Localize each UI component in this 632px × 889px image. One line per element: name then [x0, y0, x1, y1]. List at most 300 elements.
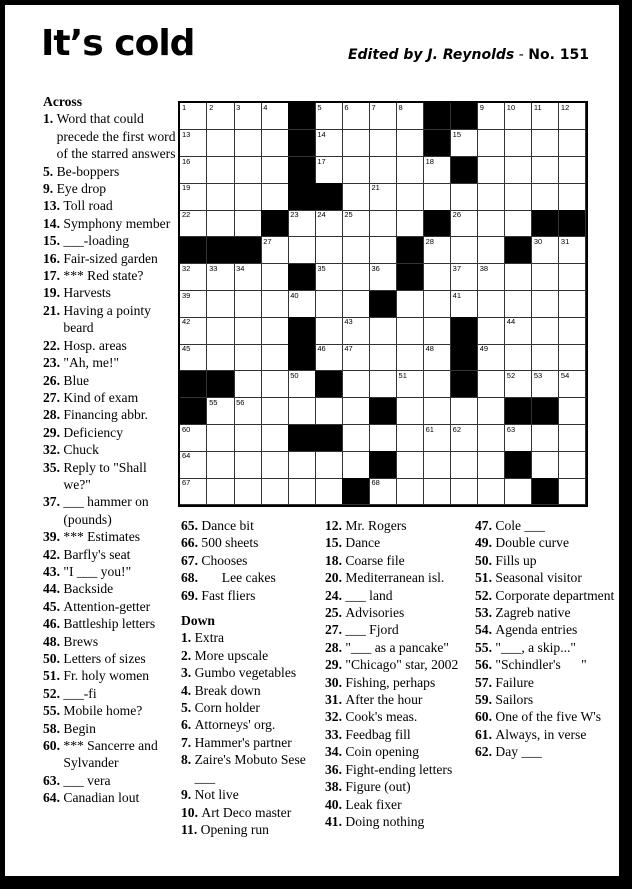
- grid-cell[interactable]: [505, 425, 532, 452]
- grid-cell[interactable]: [315, 344, 342, 371]
- grid-cell[interactable]: [478, 264, 505, 291]
- grid-cell[interactable]: [532, 183, 559, 210]
- grid-cell[interactable]: [261, 371, 288, 398]
- down-clue: [181, 647, 323, 664]
- clue-number: 60.: [43, 738, 64, 754]
- grid-cell[interactable]: [261, 237, 288, 264]
- clue-number: 18.: [325, 552, 346, 568]
- grid-cell-black: [532, 478, 559, 505]
- grid-cell[interactable]: [559, 130, 586, 157]
- grid-cell[interactable]: [234, 317, 261, 344]
- grid-cell[interactable]: [397, 210, 424, 237]
- grid-cell-black: [532, 398, 559, 425]
- grid-cell[interactable]: [234, 130, 261, 157]
- crossword-grid: [178, 101, 588, 507]
- grid-cell[interactable]: [532, 237, 559, 264]
- grid-cell[interactable]: [315, 451, 342, 478]
- grid-cell[interactable]: [234, 371, 261, 398]
- clue-text: "___ as a pancake": [345, 639, 449, 655]
- cell-number: 10: [506, 103, 516, 112]
- grid-cell-black: [451, 344, 478, 371]
- down-clues-column-4: [475, 517, 615, 761]
- grid-cell[interactable]: [261, 183, 288, 210]
- across-clue: [43, 772, 177, 789]
- grid-cell[interactable]: [559, 157, 586, 184]
- grid-cell[interactable]: [559, 264, 586, 291]
- clue-number: 64.: [43, 790, 64, 806]
- grid-cell[interactable]: [234, 398, 261, 425]
- down-clue: [475, 587, 615, 604]
- clues-column-2: [181, 517, 323, 838]
- grid-cell[interactable]: [505, 157, 532, 184]
- grid-cell-black: [505, 451, 532, 478]
- clue-number: 51.: [475, 570, 496, 586]
- clue-text: Gumbo vegetables: [194, 665, 297, 681]
- grid-cell[interactable]: [451, 210, 478, 237]
- grid-cell[interactable]: [261, 478, 288, 505]
- grid-cell[interactable]: [451, 398, 478, 425]
- grid-cell[interactable]: [342, 344, 369, 371]
- clue-text: Blue: [63, 372, 90, 388]
- cell-number: 34: [236, 263, 245, 273]
- grid-cell[interactable]: [207, 344, 234, 371]
- clue-text: Cole ___: [495, 518, 545, 533]
- grid-cell[interactable]: [478, 183, 505, 210]
- grid-cell[interactable]: [478, 291, 505, 318]
- grid-cell[interactable]: [505, 103, 532, 130]
- cell-number: 28: [425, 237, 434, 246]
- grid-cell[interactable]: [315, 478, 342, 505]
- grid-cell[interactable]: [397, 130, 424, 157]
- grid-cell[interactable]: [397, 317, 424, 344]
- grid-cell-black: [288, 264, 315, 291]
- grid-cell[interactable]: [478, 103, 505, 130]
- grid-cell[interactable]: [424, 451, 451, 478]
- grid-cell[interactable]: [532, 425, 559, 452]
- grid-cell[interactable]: [207, 210, 234, 237]
- grid-cell[interactable]: [207, 478, 234, 505]
- across-clue: [43, 389, 177, 406]
- across-clue: [181, 517, 323, 534]
- grid-cell[interactable]: [315, 210, 342, 237]
- grid-cell-black: [451, 371, 478, 398]
- grid-cell-black: [207, 371, 234, 398]
- grid-cell[interactable]: [478, 210, 505, 237]
- grid-cell[interactable]: [288, 371, 315, 398]
- grid-cell-black: [180, 237, 207, 264]
- grid-cell-black: [234, 237, 261, 264]
- grid-cell[interactable]: [207, 157, 234, 184]
- grid-cell[interactable]: [532, 317, 559, 344]
- down-clue: [475, 674, 615, 691]
- down-clue: [325, 796, 475, 813]
- grid-cell[interactable]: [478, 371, 505, 398]
- clue-text: Chuck: [63, 442, 99, 458]
- grid-cell[interactable]: [397, 398, 424, 425]
- down-clue: [325, 726, 475, 743]
- clue-text: Leak fixer: [345, 796, 402, 812]
- grid-cell[interactable]: [342, 157, 369, 184]
- grid-cell[interactable]: [369, 344, 396, 371]
- grid-cell[interactable]: [207, 264, 234, 291]
- grid-cell[interactable]: [369, 103, 396, 130]
- cell-number: 16: [182, 156, 191, 166]
- grid-cell-black: [288, 344, 315, 371]
- grid-cell[interactable]: [315, 157, 342, 184]
- grid-cell[interactable]: [234, 103, 261, 130]
- grid-cell[interactable]: [342, 210, 369, 237]
- grid-cell[interactable]: [397, 478, 424, 505]
- grid-cell[interactable]: [207, 130, 234, 157]
- clue-text: Mediterranean isl.: [345, 570, 445, 586]
- grid-cell[interactable]: [261, 398, 288, 425]
- down-clue: [475, 708, 615, 725]
- grid-cell[interactable]: [180, 183, 207, 210]
- clue-text: ___-loading: [63, 233, 130, 249]
- grid-cell[interactable]: [288, 398, 315, 425]
- grid-cell[interactable]: [532, 157, 559, 184]
- grid-cell[interactable]: [261, 291, 288, 318]
- grid-cell[interactable]: [478, 478, 505, 505]
- grid-cell[interactable]: [478, 344, 505, 371]
- grid-cell[interactable]: [342, 264, 369, 291]
- across-clue: [43, 302, 177, 337]
- clue-number: 25.: [325, 605, 346, 621]
- grid-cell[interactable]: [451, 237, 478, 264]
- grid-cell[interactable]: [451, 291, 478, 318]
- grid-cell[interactable]: [397, 291, 424, 318]
- grid-cell[interactable]: [207, 451, 234, 478]
- grid-cell[interactable]: [342, 130, 369, 157]
- byline: [348, 47, 589, 63]
- across-clue: [43, 197, 177, 214]
- clue-number: 28.: [325, 639, 346, 655]
- grid-cell[interactable]: [424, 291, 451, 318]
- grid-cell[interactable]: [342, 183, 369, 210]
- grid-cell[interactable]: [505, 183, 532, 210]
- grid-cell[interactable]: [451, 451, 478, 478]
- clue-text: Financing abbr.: [63, 407, 148, 423]
- grid-cell[interactable]: [180, 264, 207, 291]
- cell-number: 52: [506, 371, 516, 380]
- grid-cell[interactable]: [288, 210, 315, 237]
- grid-cell[interactable]: [424, 478, 451, 505]
- grid-cell[interactable]: [478, 451, 505, 478]
- grid-cell[interactable]: [559, 103, 586, 130]
- grid-cell[interactable]: [342, 398, 369, 425]
- grid-cell[interactable]: [369, 264, 396, 291]
- grid-cell[interactable]: [451, 130, 478, 157]
- grid-cell[interactable]: [532, 291, 559, 318]
- grid-cell[interactable]: [342, 317, 369, 344]
- grid-cell[interactable]: [234, 183, 261, 210]
- across-clue: [43, 563, 177, 580]
- grid-cell[interactable]: [234, 210, 261, 237]
- grid-cell[interactable]: [234, 344, 261, 371]
- grid-cell[interactable]: [559, 344, 586, 371]
- grid-cell[interactable]: [342, 371, 369, 398]
- grid-cell[interactable]: [369, 317, 396, 344]
- grid-cell[interactable]: [207, 183, 234, 210]
- grid-cell[interactable]: [369, 371, 396, 398]
- grid-cell[interactable]: [342, 291, 369, 318]
- grid-cell[interactable]: [532, 130, 559, 157]
- across-clue: [181, 587, 323, 604]
- down-clue: [325, 778, 475, 795]
- grid-cell[interactable]: [478, 317, 505, 344]
- clue-text: Coarse file: [345, 552, 405, 568]
- grid-cell[interactable]: [261, 103, 288, 130]
- across-clue: [43, 337, 177, 354]
- grid-cell[interactable]: [424, 317, 451, 344]
- clue-text: Attention-getter: [63, 598, 151, 614]
- grid-cell[interactable]: [261, 344, 288, 371]
- grid-cell[interactable]: [234, 425, 261, 452]
- cell-number: 22: [182, 210, 191, 220]
- grid-cell[interactable]: [261, 317, 288, 344]
- down-clue: [475, 743, 615, 760]
- across-clue: [43, 163, 177, 180]
- grid-cell[interactable]: [234, 264, 261, 291]
- grid-cell-black: [424, 210, 451, 237]
- grid-cell[interactable]: [397, 371, 424, 398]
- grid-cell[interactable]: [559, 425, 586, 452]
- grid-cell[interactable]: [207, 103, 234, 130]
- grid-cell[interactable]: [261, 157, 288, 184]
- cell-number: 8: [398, 103, 403, 112]
- down-clue: [181, 699, 323, 716]
- grid-cell[interactable]: [424, 371, 451, 398]
- grid-cell[interactable]: [261, 425, 288, 452]
- cell-number: 55: [209, 397, 218, 407]
- grid-cell[interactable]: [315, 103, 342, 130]
- clue-number: 38.: [325, 779, 346, 795]
- grid-cell[interactable]: [234, 451, 261, 478]
- across-clue: [43, 598, 177, 615]
- cell-number: 68: [371, 478, 380, 488]
- grid-cell[interactable]: [342, 103, 369, 130]
- grid-cell[interactable]: [532, 344, 559, 371]
- grid-cell[interactable]: [234, 157, 261, 184]
- cell-number: 60: [182, 424, 191, 434]
- grid-cell[interactable]: [288, 451, 315, 478]
- cell-number: 1: [182, 103, 187, 112]
- cell-number: 64: [182, 451, 191, 461]
- cell-number: 36: [371, 263, 380, 273]
- clue-text: Fills up: [495, 552, 537, 568]
- across-clue: [43, 372, 177, 389]
- grid-cell[interactable]: [180, 210, 207, 237]
- down-clue: [325, 691, 475, 708]
- clue-number: 5.: [43, 163, 57, 179]
- grid-cell[interactable]: [342, 425, 369, 452]
- grid-cell[interactable]: [207, 425, 234, 452]
- grid-cell[interactable]: [369, 425, 396, 452]
- grid-cell-black: [505, 237, 532, 264]
- grid-cell[interactable]: [234, 478, 261, 505]
- grid-cell-black: [342, 478, 369, 505]
- grid-cell[interactable]: [180, 157, 207, 184]
- grid-cell[interactable]: [342, 451, 369, 478]
- grid-cell[interactable]: [234, 291, 261, 318]
- grid-cell[interactable]: [451, 478, 478, 505]
- grid-cell[interactable]: [424, 344, 451, 371]
- puzzle-title: It’s cold: [41, 23, 195, 64]
- down-clues-column-3: [325, 517, 475, 830]
- grid-cell-black: [315, 183, 342, 210]
- grid-cell[interactable]: [532, 371, 559, 398]
- grid-cell[interactable]: [397, 425, 424, 452]
- clue-text: "___, a skip...": [495, 639, 576, 655]
- grid-cell[interactable]: [369, 237, 396, 264]
- grid-cell[interactable]: [369, 157, 396, 184]
- clue-number: 11.: [181, 821, 201, 837]
- grid-cell[interactable]: [207, 291, 234, 318]
- down-clue: [475, 621, 615, 638]
- grid-cell[interactable]: [559, 237, 586, 264]
- grid-cell[interactable]: [369, 183, 396, 210]
- grid-cell[interactable]: [424, 183, 451, 210]
- cell-number: 3: [236, 103, 241, 112]
- grid-cell[interactable]: [315, 264, 342, 291]
- grid-cell[interactable]: [559, 398, 586, 425]
- grid-cell[interactable]: [505, 210, 532, 237]
- grid-cell[interactable]: [369, 478, 396, 505]
- down-clue: [325, 743, 475, 760]
- grid-cell[interactable]: [478, 237, 505, 264]
- grid-cell[interactable]: [478, 157, 505, 184]
- grid-cell[interactable]: [369, 130, 396, 157]
- clue-text: Word that could precede the first word of the starred answers: [56, 111, 179, 162]
- clue-number: 9.: [181, 787, 195, 803]
- grid-cell[interactable]: [315, 317, 342, 344]
- grid-cell[interactable]: [397, 451, 424, 478]
- grid-cell[interactable]: [397, 344, 424, 371]
- across-clue: [43, 267, 177, 284]
- grid-cell[interactable]: [207, 398, 234, 425]
- grid-cell[interactable]: [505, 371, 532, 398]
- across-clue: [43, 250, 177, 267]
- cell-number: 26: [452, 210, 461, 220]
- grid-cell[interactable]: [315, 398, 342, 425]
- clue-text: Art Deco master: [201, 804, 292, 820]
- grid-cell[interactable]: [559, 291, 586, 318]
- clue-number: 53.: [475, 605, 496, 621]
- grid-cell[interactable]: [369, 210, 396, 237]
- across-clue: [43, 667, 177, 684]
- cell-number: 5: [317, 103, 322, 112]
- grid-cell[interactable]: [261, 264, 288, 291]
- down-clue: [181, 734, 323, 751]
- grid-cell[interactable]: [505, 317, 532, 344]
- grid-cell[interactable]: [315, 130, 342, 157]
- grid-cell[interactable]: [478, 398, 505, 425]
- grid-cell[interactable]: [505, 291, 532, 318]
- grid-cell[interactable]: [207, 317, 234, 344]
- grid-cell[interactable]: [180, 425, 207, 452]
- grid-cell[interactable]: [180, 344, 207, 371]
- across-clue: [43, 685, 177, 702]
- grid-cell-black: [451, 157, 478, 184]
- grid-cell[interactable]: [451, 264, 478, 291]
- down-clue: [325, 621, 475, 638]
- grid-cell[interactable]: [180, 291, 207, 318]
- cell-number: 45: [182, 344, 191, 354]
- grid-cell[interactable]: [532, 264, 559, 291]
- grid-cell[interactable]: [180, 103, 207, 130]
- grid-cell[interactable]: [559, 451, 586, 478]
- grid-cell-black: [505, 398, 532, 425]
- grid-cell[interactable]: [315, 237, 342, 264]
- clue-number: 32.: [43, 442, 64, 458]
- clue-text: Harvests: [63, 285, 111, 301]
- grid-cell[interactable]: [424, 237, 451, 264]
- grid-cell[interactable]: [424, 425, 451, 452]
- grid-cell[interactable]: [559, 317, 586, 344]
- clue-number: 63.: [43, 772, 64, 788]
- across-clue: [43, 354, 177, 371]
- clue-number: 43.: [43, 563, 64, 579]
- grid-cell[interactable]: [180, 451, 207, 478]
- grid-cell[interactable]: [397, 183, 424, 210]
- clue-text: Zaire's Mobuto Sese ___: [194, 752, 310, 785]
- across-clues-column-1: [43, 93, 177, 807]
- grid-cell[interactable]: [261, 451, 288, 478]
- grid-cell[interactable]: [424, 157, 451, 184]
- clue-number: 10.: [181, 804, 202, 820]
- cell-number: 11: [533, 103, 542, 112]
- clue-number: 29.: [43, 424, 64, 440]
- grid-cell[interactable]: [261, 130, 288, 157]
- clue-text: Canadian lout: [63, 790, 140, 806]
- grid-cell[interactable]: [180, 478, 207, 505]
- grid-cell[interactable]: [315, 291, 342, 318]
- grid-cell[interactable]: [478, 425, 505, 452]
- grid-cell[interactable]: [559, 371, 586, 398]
- grid-cell[interactable]: [397, 157, 424, 184]
- grid-cell[interactable]: [505, 130, 532, 157]
- cell-number: 32: [182, 263, 191, 273]
- grid-cell[interactable]: [342, 237, 369, 264]
- grid-cell[interactable]: [505, 344, 532, 371]
- clue-number: 52.: [43, 685, 64, 701]
- grid-cell[interactable]: [451, 425, 478, 452]
- grid-cell[interactable]: [180, 317, 207, 344]
- grid-cell[interactable]: [424, 264, 451, 291]
- grid-cell[interactable]: [397, 103, 424, 130]
- grid-cell[interactable]: [288, 291, 315, 318]
- grid-cell-black: [369, 398, 396, 425]
- grid-cell[interactable]: [532, 103, 559, 130]
- grid-cell[interactable]: [505, 264, 532, 291]
- grid-cell[interactable]: [505, 478, 532, 505]
- grid-cell[interactable]: [559, 183, 586, 210]
- grid-cell[interactable]: [288, 478, 315, 505]
- grid-cell[interactable]: [424, 398, 451, 425]
- grid-cell[interactable]: [451, 183, 478, 210]
- grid-cell[interactable]: [288, 237, 315, 264]
- grid-cell[interactable]: [478, 130, 505, 157]
- clue-number: 4.: [181, 682, 195, 698]
- grid-cell[interactable]: [559, 478, 586, 505]
- cell-number: 53: [533, 371, 543, 380]
- grid-cell[interactable]: [532, 451, 559, 478]
- grid-cell-black: [315, 371, 342, 398]
- down-clue: [475, 604, 615, 621]
- grid-cell[interactable]: [180, 130, 207, 157]
- cell-number: 6: [344, 103, 349, 112]
- down-heading: Down: [181, 613, 215, 629]
